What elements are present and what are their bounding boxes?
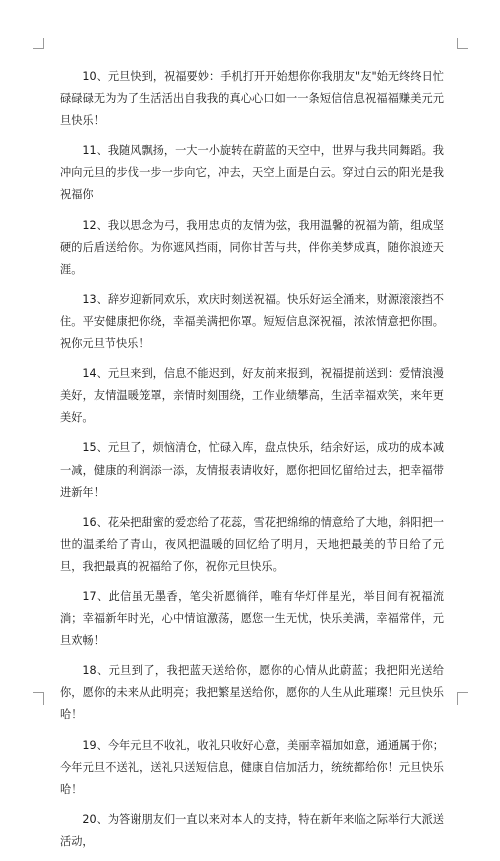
crop-mark-top-left — [33, 38, 44, 49]
paragraph-15: 15、元旦了，烦恼清仓，忙碌入库，盘点快乐，结余好运，成功的成本减一减，健康的利润添一添，友情报表请收好，愿你把回忆留给过去，把幸福带进新年！ — [60, 441, 444, 499]
paragraph-14: 14、元旦来到，信息不能迟到，好友前来报到，祝福提前送到：爱情浪漫美好，友情温暖笼罩，亲情时刻围绕，工作业绩攀高，生活幸福欢笑，来年更美好。 — [60, 367, 444, 425]
crop-mark-bottom-right — [457, 692, 468, 705]
paragraph-12: 12、我以思念为弓，我用忠贞的友情为弦，我用温馨的祝福为箭，组成坚硬的后盾送给你。为你遮风挡雨，同你甘苦与共，伴你美梦成真，随你浪迹天涯。 — [60, 218, 444, 276]
crop-mark-bottom-left — [33, 692, 44, 705]
paragraph-17: 17、此信虽无墨香，笔尖祈愿徜徉，唯有华灯伴星光，举目间有祝福流淌；幸福新年时光，心中情谊激荡，愿您一生无忧，快乐美满，幸福常伴，元旦欢畅！ — [60, 589, 444, 648]
crop-mark-top-right — [457, 38, 468, 49]
paragraph-19: 19、今年元旦不收礼，收礼只收好心意，美丽幸福加如意，通通属于你；今年元旦不送礼，送礼只送短信息，健康自信加活力，统统都给你！元旦快乐哈！ — [60, 738, 444, 796]
paragraph-16: 16、花朵把甜蜜的爱恋给了花蕊，雪花把绵绵的情意给了大地，斜阳把一世的温柔给了青山，夜风把温暖的回忆给了明月，天地把最美的节日给了元旦，我把最真的祝福给了你，祝你元旦快乐。 — [60, 515, 444, 573]
document-body — [60, 66, 444, 861]
paragraph-13: 13、辞岁迎新同欢乐，欢庆时刻送祝福。快乐好运全涌来，财源滚滚挡不住。平安健康把你绕，幸福美满把你罩。短短信息深祝福，浓浓情意把你围。祝你元旦节快乐！ — [60, 292, 444, 351]
paragraph-11: 11、我随风飘扬，一大一小旋转在蔚蓝的天空中，世界与我共同舞蹈。我冲向元旦的步伐一步一步向它，冲去，天空上面是白云。穿过白云的阳光是我祝福你 — [60, 144, 444, 202]
paragraph-20: 20、为答谢朋友们一直以来对本人的支持，特在新年来临之际举行大派送活动， — [60, 812, 444, 848]
paragraph-10: 10、元旦快到，祝福要妙：手机打开开始想你你我朋友"友"始无终终日忙碌碌碌无为为了生活活出自我我的真心心口如一一条短信信息祝福福赚美元元旦快乐！ — [60, 70, 444, 128]
paragraph-18: 18、元旦到了，我把蓝天送给你，愿你的心情从此蔚蓝；我把阳光送给你，愿你的未来从此明亮；我把繁星送给你，愿你的人生从此璀璨！元旦快乐哈！ — [60, 664, 444, 722]
